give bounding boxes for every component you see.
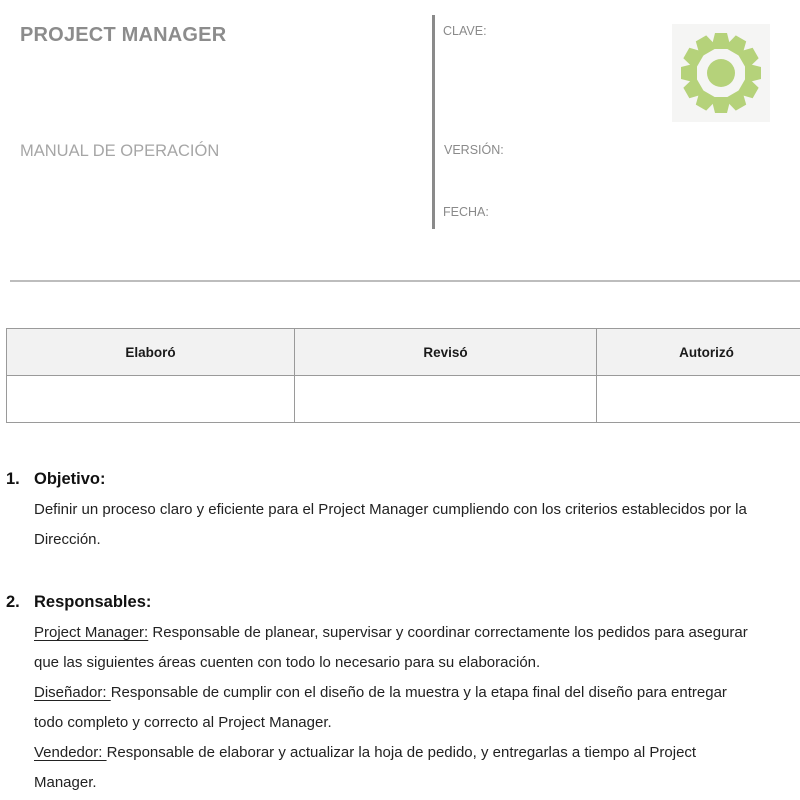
header-divider (432, 15, 435, 229)
elaboro-signature-cell[interactable] (7, 376, 295, 423)
role-line: que las siguientes áreas cuenten con todo lo necesario para su elaboración. (34, 654, 541, 671)
section-title: Objetivo: (34, 470, 106, 488)
objetivo-text (34, 495, 747, 555)
autorizo-header: Autorizó (597, 329, 800, 376)
role-line (34, 738, 748, 768)
responsables-text (34, 618, 748, 798)
role-description: Responsable de planear, supervisar y coordinar correctamente los pedidos para asegurar (148, 624, 748, 641)
autorizo-signature-cell[interactable] (597, 376, 800, 423)
version-label: VERSIÓN: (444, 143, 504, 157)
section-objetivo-heading (0, 470, 800, 492)
signature-table (6, 328, 800, 423)
reviso-header: Revisó (295, 329, 597, 376)
fecha-label: FECHA: (443, 205, 489, 219)
reviso-signature-cell[interactable] (295, 376, 597, 423)
section-title: Responsables: (34, 593, 152, 611)
document-title: PROJECT MANAGER (20, 24, 227, 46)
paragraph-line: Dirección. (34, 531, 101, 548)
section-responsables-heading (0, 593, 800, 615)
role-description: Responsable de elaborar y actualizar la hoja de pedido, y entregarlas a tiempo al Project (106, 744, 697, 761)
header-separator (10, 280, 800, 282)
role-line: Manager. (34, 774, 97, 791)
role-name-vendedor: Vendedor: (34, 744, 107, 761)
clave-label: CLAVE: (443, 24, 487, 38)
document-subtitle: MANUAL DE OPERACIÓN (20, 142, 220, 160)
role-name-project-manager: Project Manager: (34, 624, 149, 641)
elaboro-header: Elaboró (7, 329, 295, 376)
signature-header-row (7, 329, 800, 376)
section-number: 1. (6, 470, 20, 488)
paragraph-line: Definir un proceso claro y eficiente para el Project Manager cumpliendo con los criterios establecidos por la (34, 501, 747, 518)
role-line: todo completo y correcto al Project Manager. (34, 714, 332, 731)
role-line (34, 618, 748, 648)
role-description: Responsable de cumplir con el diseño de la muestra y la etapa final del diseño para entregar (110, 684, 727, 701)
role-line (34, 678, 748, 708)
section-number: 2. (6, 593, 20, 611)
role-name-disenador: Diseñador: (34, 684, 111, 701)
signature-row (7, 376, 800, 423)
gear-logo-icon (672, 24, 770, 122)
